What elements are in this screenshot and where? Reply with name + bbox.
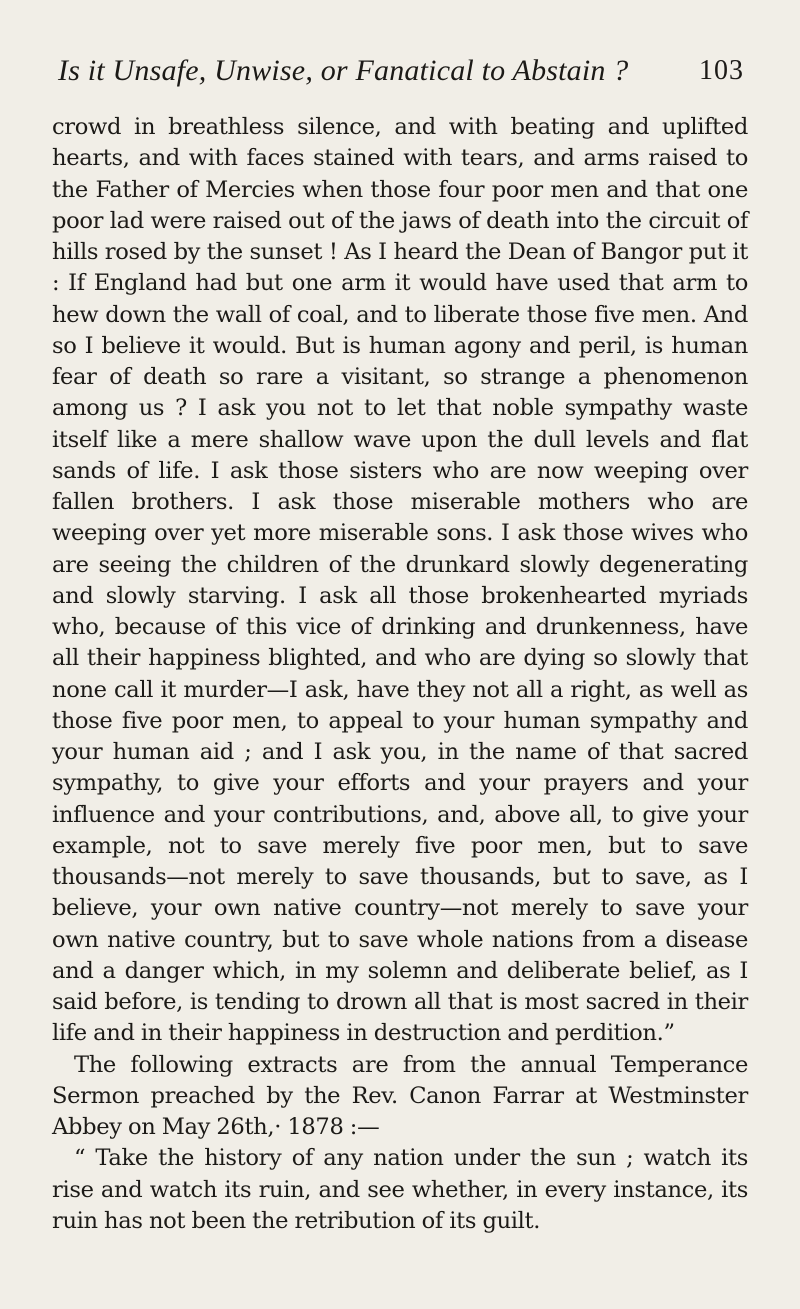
running-title: Is it Unsafe, Unwise, or Fanatical to Abstain ? [58,54,629,87]
paragraph-speech-continuation: crowd in breathless silence, and with beating and uplifted hearts, and with faces stained with tears, and arms raised to the Father of Mercies when those four poor men and that one poor lad were raised out of the jaws of death into the circuit of hills rosed by the sunset ! As I heard the Dean of Bangor put it : If England had but one arm it would have used that arm to hew down the wall of coal, and to liberate those five men. And so I believe it would. But is human agony and peril, is human fear of death so rare a visitant, so strange a phenomenon among us ? I ask you not to let that noble sympathy waste itself like a mere shallow wave upon the dull levels and flat sands of life. I ask those sisters who are now weeping over fallen brothers. I ask those miserable mothers who are weeping over yet more miserable sons. I ask those wives who are seeing the children of the drunkard slowly degenerating and slowly starving. I ask all those brokenhearted myriads who, because of this vice of drinking and drunkenness, have all their happiness blighted, and who are dying so slowly that none call it murder—I ask, have they not all a right, as well as those five poor men, to appeal to your human sympathy and your human aid ; and I ask you, in the name of that sacred sympathy, to give your efforts and your prayers and your influence and your contributions, and, above all, to give your example, not to save merely five poor men, but to save thousands—not merely to save thousands, but to save, as I believe, your own native country—not merely to save your own native country, but to save whole nations from a disease and a danger which, in my solemn and deliberate belief, as I said before, is tending to drown all that is most sacred in their life and in their happiness in destruction and perdition.” [52,114,748,1047]
paragraph-extracts-intro: The following extracts are from the annual Temperance Sermon preached by the Rev. Canon Farrar at Westminster Abbey on May 26th,· 1878 :— [52,1051,748,1140]
body-text [52,112,748,1237]
running-head [52,50,748,92]
page-number: 103 [699,55,744,86]
paragraph-sermon-quote: “ Take the history of any nation under the sun ; watch its rise and watch its ruin, and see whether, in every instance, its ruin has not been the retribution of its guilt. [52,1145,748,1234]
